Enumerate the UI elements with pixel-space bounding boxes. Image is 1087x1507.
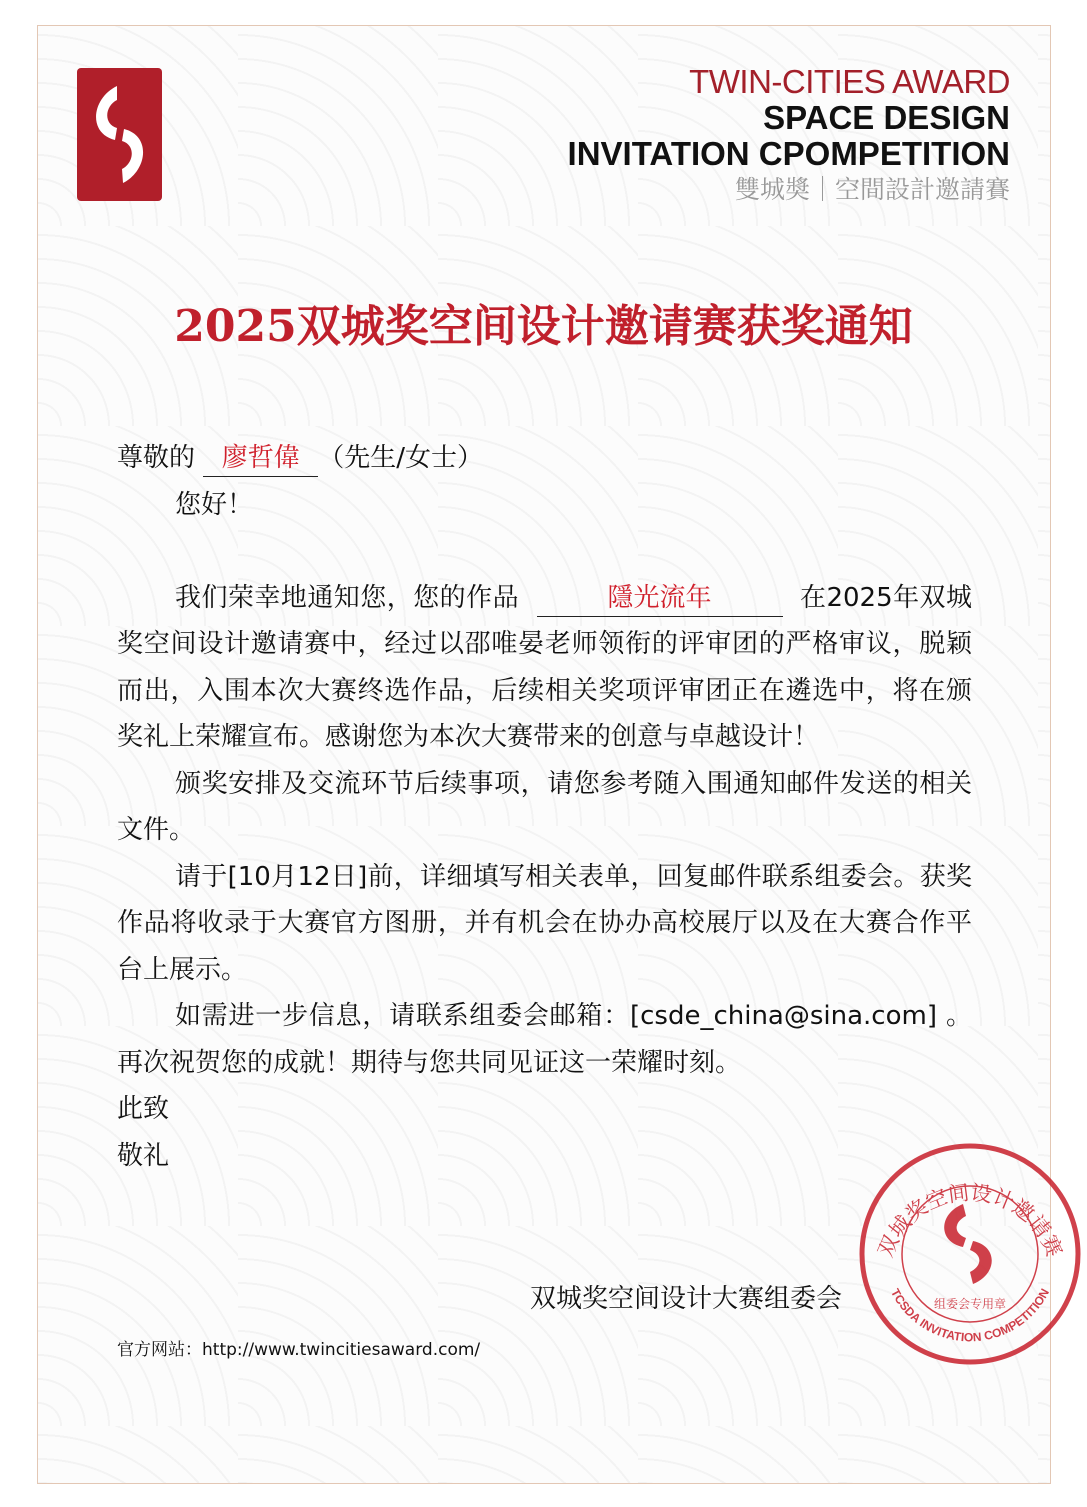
website-link[interactable]: 官方网站：http://www.twincitiesaward.com/: [117, 1340, 481, 1360]
paragraph-3: 请于[10月12日]前，详细填写相关表单，回复邮件联系组委会。获奖作品将收录于大赛官方图册，并有机会在协办高校展厅以及在大赛合作平台上展示。: [117, 861, 972, 985]
letter-body: [117, 435, 972, 1179]
closing-1: 此致: [117, 1094, 170, 1124]
paragraph-1-rest: 在2025年双城奖空间设计邀请赛中，经过以邵唯晏老师领衔的评审团的严格审议，脱颖而出，入围本次大赛终选作品，后续相关奖项评审团正在遴选中，将在颁奖礼上荣耀宣布。感谢您为本次大赛带来的创意与卓越设计！: [117, 582, 973, 752]
paragraph-2: 颁奖安排及交流环节后续事项，请您参考随入围通知邮件发送的相关文件。: [117, 768, 972, 845]
greeting: 您好！: [175, 489, 254, 520]
brand-line-1: TWIN-CITIES AWARD: [689, 63, 1010, 100]
closing-2: 敬礼: [117, 1140, 170, 1171]
signature: 双城奖空间设计大赛组委会: [530, 1284, 843, 1314]
paragraph-1: [117, 575, 972, 761]
seal-top-text: 双城奖空间设计邀请赛: [873, 1180, 1067, 1261]
official-seal-icon: [858, 1142, 1083, 1367]
salutation: [117, 435, 972, 482]
brand-line-2: SPACE DESIGN: [763, 99, 1010, 136]
brand-line-3: INVITATION CPOMPETITION: [567, 135, 1010, 172]
paragraph-1-intro: 我们荣幸地通知您，您的作品: [175, 582, 520, 613]
salutation-suffix: （先生/女士）: [318, 443, 484, 473]
salutation-prefix: 尊敬的: [117, 443, 196, 473]
svg-text:TCSDA INVITATION COMPETITION: [888, 1286, 1052, 1344]
seal-inner-text: 组委会专用章: [933, 1297, 1007, 1311]
recipient-name: 廖哲偉: [203, 440, 318, 477]
blank-line: [117, 528, 972, 575]
brand-header: [568, 64, 1010, 208]
notice-title: 2025双城奖空间设计邀请赛获奖通知: [174, 301, 913, 352]
brand-logo: [77, 68, 162, 201]
work-title: 隱光流年: [537, 580, 783, 617]
brand-line-4: 雙城奬｜空間設計邀請賽: [734, 176, 1010, 204]
seal-bottom-text: TCSDA INVITATION COMPETITION: [887, 1286, 1053, 1345]
paragraph-4: 如需进一步信息，请联系组委会邮箱：[csde_china@sina.com] 。再次祝贺您的成就！期待与您共同见证这一荣耀时刻。: [117, 1001, 972, 1078]
